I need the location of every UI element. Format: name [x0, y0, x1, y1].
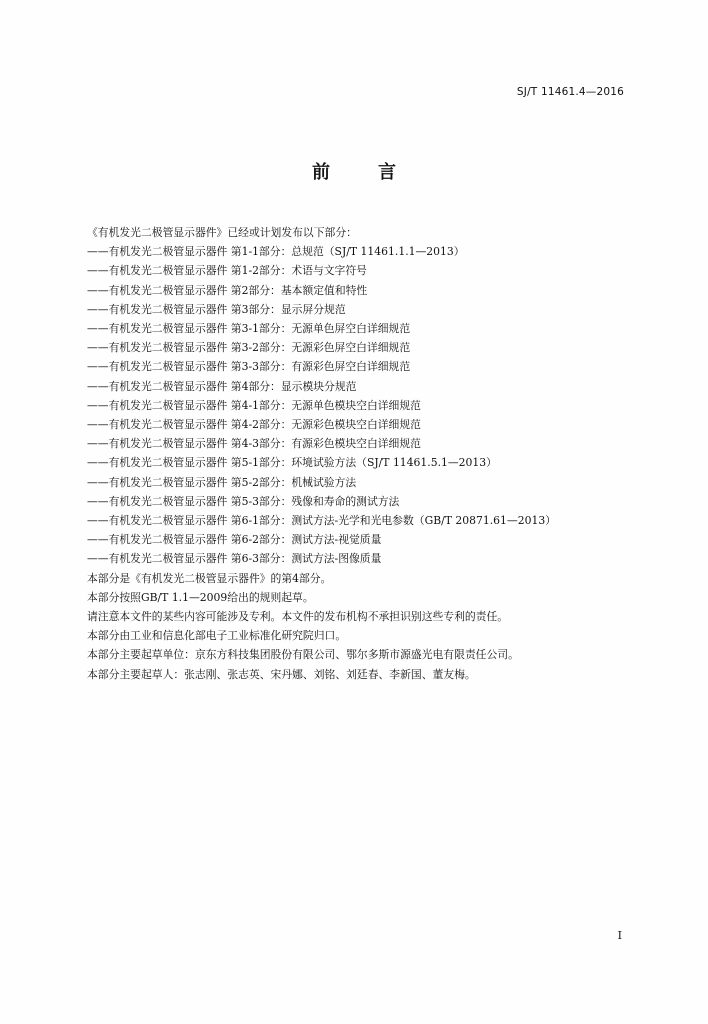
statement-line: 本部分主要起草人：张志刚、张志英、宋丹娜、刘铭、刘廷春、李新国、董友梅。 [87, 667, 476, 681]
part-line: ——有机发光二极管显示器件 第4-2部分：无源彩色模块空白详细规范 [87, 418, 421, 432]
part-line: ——有机发光二极管显示器件 第6-2部分：测试方法-视觉质量 [87, 533, 382, 547]
statement-line: 请注意本文件的某些内容可能涉及专利。本文件的发布机构不承担识别这些专利的责任。 [87, 610, 509, 624]
part-line: ——有机发光二极管显示器件 第3-1部分：无源单色屏空白详细规范 [87, 322, 411, 336]
part-line: ——有机发光二极管显示器件 第1-2部分：术语与文字符号 [87, 264, 367, 278]
page-title: 前言 [312, 162, 444, 183]
intro-line: 《有机发光二极管显示器件》已经或计划发布以下部分： [87, 226, 357, 239]
part-line: ——有机发光二极管显示器件 第3-2部分：无源彩色屏空白详细规范 [87, 341, 411, 355]
part-line: ——有机发光二极管显示器件 第4部分：显示模块分规范 [87, 379, 357, 393]
statement-line: 本部分按照GB/T 1.1—2009给出的规则起草。 [87, 590, 314, 604]
statement-line: 本部分是《有机发光二极管显示器件》的第4部分。 [87, 571, 332, 585]
part-line: ——有机发光二极管显示器件 第5-2部分：机械试验方法 [87, 475, 357, 489]
part-line: ——有机发光二极管显示器件 第4-3部分：有源彩色模块空白详细规范 [87, 437, 421, 451]
part-line: ——有机发光二极管显示器件 第2部分：基本额定值和特性 [87, 283, 368, 297]
standard-number: SJ/T 11461.4—2016 [516, 86, 624, 98]
part-line: ——有机发光二极管显示器件 第6-1部分：测试方法-光学和光电参数（GB/T 20871.61—2013） [87, 514, 556, 528]
part-line: ——有机发光二极管显示器件 第1-1部分：总规范（SJ/T 11461.1.1—2013） [87, 245, 465, 259]
part-line: ——有机发光二极管显示器件 第6-3部分：测试方法-图像质量 [87, 552, 382, 566]
part-line: ——有机发光二极管显示器件 第3-3部分：有源彩色屏空白详细规范 [87, 360, 411, 374]
part-line: ——有机发光二极管显示器件 第5-1部分：环境试验方法（SJ/T 11461.5.1—2013） [87, 456, 497, 470]
part-line: ——有机发光二极管显示器件 第5-3部分：残像和寿命的测试方法 [87, 494, 400, 508]
part-line: ——有机发光二极管显示器件 第3部分：显示屏分规范 [87, 302, 346, 316]
statement-line: 本部分主要起草单位：京东方科技集团股份有限公司、鄂尔多斯市源盛光电有限责任公司。 [87, 648, 519, 662]
page-number: I [617, 929, 622, 942]
statement-line: 本部分由工业和信息化部电子工业标准化研究院归口。 [87, 629, 347, 643]
foreword-content [87, 223, 627, 684]
part-line: ——有机发光二极管显示器件 第4-1部分：无源单色模块空白详细规范 [87, 398, 421, 412]
